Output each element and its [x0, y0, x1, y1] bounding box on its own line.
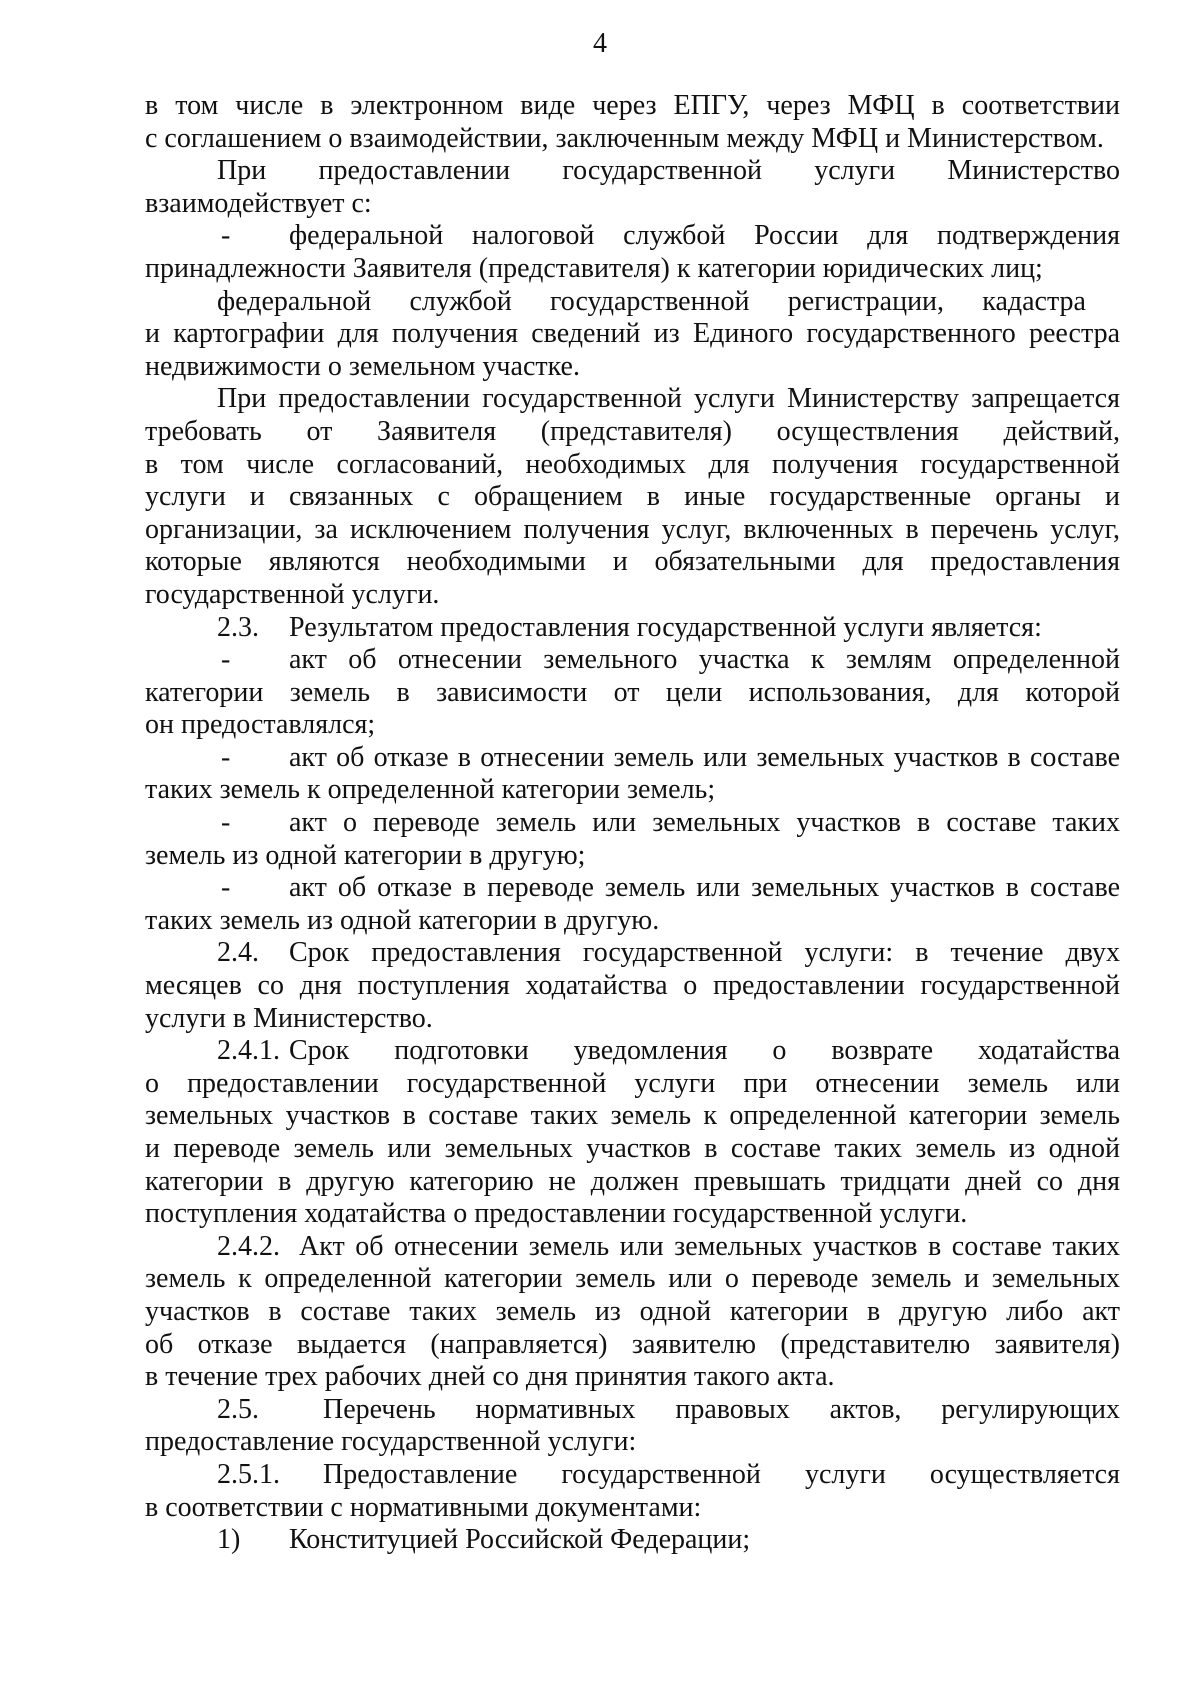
text-line: требовать от Заявителя (представителя) осуществления действий,	[145, 415, 1120, 447]
text-line: Результатом предоставления государственной услуги является:	[289, 611, 1042, 643]
text-line: и картографии для получения сведений из Единого государственного реестра	[145, 318, 1120, 350]
text-line: федеральной налоговой службой России для подтверждения	[289, 220, 1120, 252]
section-number: 2.3.	[217, 611, 259, 643]
list-item	[145, 644, 1120, 677]
text-line: Перечень нормативных правовых актов, регулирующих	[323, 1393, 1120, 1425]
page-number: 4	[593, 28, 607, 59]
text-line: которые являются необходимыми и обязательными для предоставления	[145, 546, 1120, 578]
list-dash: -	[221, 644, 231, 676]
section-number: 2.4.	[217, 937, 259, 969]
text-line: Акт об отнесении земель или земельных участков в составе таких	[299, 1230, 1120, 1262]
text-line: земельных участков в составе таких земель к определенной категории земель	[145, 1100, 1120, 1132]
item-number: 1)	[217, 1524, 241, 1556]
text-line: он предоставлялся;	[145, 709, 376, 741]
text-line: организации, за исключением получения услуг, включенных в перечень услуг,	[145, 513, 1120, 545]
text-line: услуги и связанных с обращением в иные государственные органы и	[145, 481, 1120, 513]
section-number: 2.5.	[217, 1393, 259, 1425]
text-line: в соответствии с нормативными документами:	[145, 1491, 702, 1523]
text-line: участков в составе таких земель из одной категории в другую либо акт	[145, 1295, 1120, 1327]
text-line: Срок предоставления государственной услуги: в течение двух	[289, 937, 1120, 969]
text-line: акт об отказе в переводе земель или земельных участков в составе	[289, 872, 1120, 904]
text-line: с соглашением о взаимодействии, заключенным между МФЦ и Министерством.	[145, 122, 1104, 154]
list-dash: -	[221, 807, 231, 839]
text-line: об отказе выдается (направляется) заявителю (представителю заявителя)	[145, 1328, 1120, 1360]
text-line: в том числе в электронном виде через ЕПГУ, через МФЦ в соответствии	[145, 90, 1120, 121]
text-line: акт об отнесении земельного участка к землям определенной	[289, 644, 1120, 676]
text-line: недвижимости о земельном участке.	[145, 350, 580, 382]
list-item	[145, 807, 1120, 840]
list-item	[145, 872, 1120, 905]
text-line: в течение трех рабочих дней со дня принятия такого акта.	[145, 1361, 835, 1393]
section-2-4	[145, 937, 1120, 970]
list-item-1	[145, 1524, 1120, 1557]
text-line: государственной услуги.	[145, 578, 440, 610]
list-item	[145, 220, 1120, 253]
section-number: 2.4.1.	[217, 1035, 280, 1067]
text-line: категории земель в зависимости от цели использования, для которой	[145, 676, 1120, 708]
list-dash: -	[221, 741, 231, 773]
text-line: категории в другую категорию не должен превышать тридцати дней со дня	[145, 1165, 1120, 1197]
section-number: 2.5.1.	[217, 1458, 280, 1490]
text-line: земель к определенной категории земель или о переводе земель и земельных	[145, 1263, 1120, 1295]
list-item	[145, 742, 1120, 775]
text-line: таких земель к определенной категории земель;	[145, 774, 716, 806]
text-line: Срок подготовки уведомления о возврате ходатайства	[289, 1035, 1120, 1067]
list-dash: -	[221, 872, 231, 904]
text-line: принадлежности Заявителя (представителя) к категории юридических лиц;	[145, 252, 1043, 284]
section-2-5	[145, 1394, 1120, 1427]
text-line: взаимодействует с:	[145, 187, 372, 219]
text-line: в том числе согласований, необходимых для получения государственной	[145, 448, 1120, 480]
list-dash: -	[221, 220, 231, 252]
text-line: земель из одной категории в другую;	[145, 839, 586, 871]
text-line: поступления ходатайства о предоставлении государственной услуги.	[145, 1198, 968, 1230]
text-line: Предоставление государственной услуги осуществляется	[323, 1458, 1120, 1490]
text-line: акт о переводе земель или земельных участков в составе таких	[289, 807, 1120, 839]
section-number: 2.4.2.	[217, 1230, 280, 1262]
text-line: При предоставлении государственной услуги Министерству запрещается	[217, 383, 1120, 415]
text-line: акт об отказе в отнесении земель или земельных участков в составе	[289, 741, 1120, 773]
text-line: услуги в Министерство.	[145, 1002, 433, 1034]
section-2-4-1	[145, 1035, 1120, 1068]
section-2-5-1	[145, 1459, 1120, 1492]
section-2-4-2	[145, 1231, 1120, 1264]
text-line: При предоставлении государственной услуги Министерство	[217, 155, 1120, 187]
text-line: таких земель из одной категории в другую.	[145, 904, 660, 936]
text-line: и переводе земель или земельных участков в составе таких земель из одной	[145, 1133, 1120, 1164]
section-2-3	[145, 612, 1120, 645]
text-line: месяцев со дня поступления ходатайства о предоставлении государственной	[145, 970, 1120, 1002]
text-line: о предоставлении государственной услуги при отнесении земель или	[145, 1067, 1120, 1099]
document-body	[145, 90, 1120, 1557]
text-line: федеральной службой государственной регистрации, кадастра	[217, 285, 1086, 317]
text-line: предоставление государственной услуги:	[145, 1426, 637, 1458]
text-line: Конституцией Российской Федерации;	[289, 1524, 751, 1556]
